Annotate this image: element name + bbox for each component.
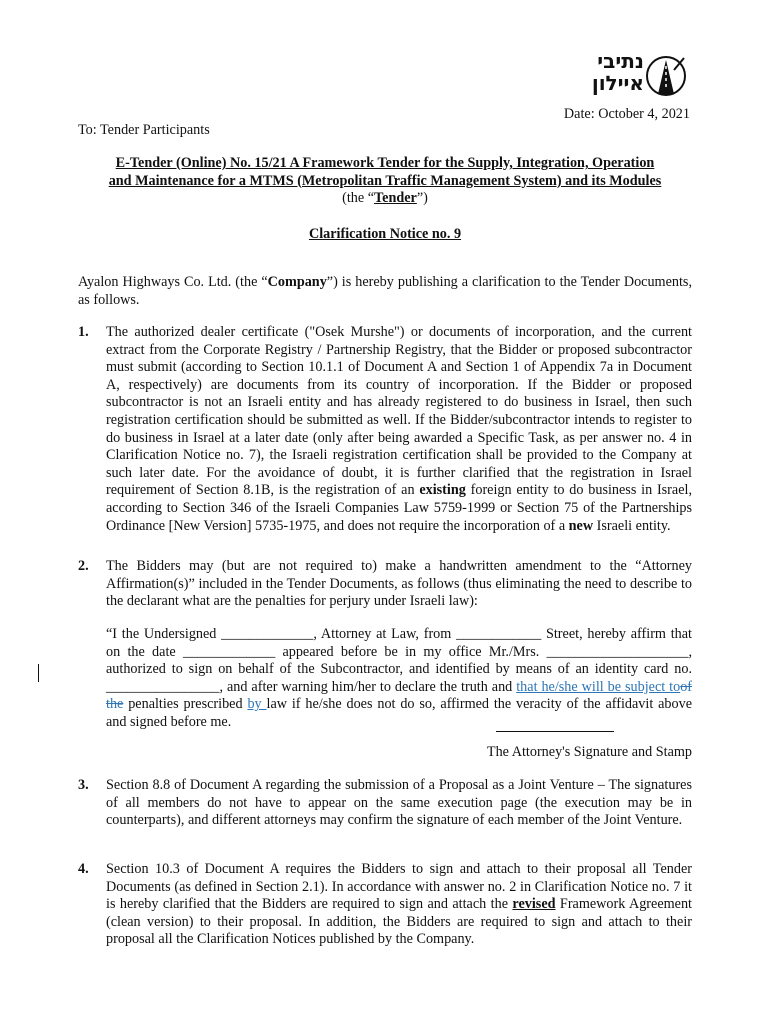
clause-4 xyxy=(78,861,692,949)
logo-wordmark xyxy=(592,50,644,94)
signature-line xyxy=(496,731,614,732)
clause-1-bold-existing: existing xyxy=(419,482,466,499)
tracked-insertion: by xyxy=(247,696,267,713)
title-defined-term: Tender xyxy=(374,190,417,206)
logo-line-2: איילון xyxy=(591,71,644,95)
document-date: Date: October 4, 2021 xyxy=(563,106,690,122)
clause-number: 4. xyxy=(78,861,89,877)
clause-1-part-2: foreign entity to do business in Israel, according to Section 346 of the Israeli Companies Law 5759-1999 or Section 75 of the Partnerships Ordinance [New Version] 5735-1975, and does not require the incorporation of a xyxy=(106,482,692,534)
logo-road-icon xyxy=(644,52,690,100)
clause-1-part-3: Israeli entity. xyxy=(593,517,671,534)
title-paren-close: ”) xyxy=(416,190,428,206)
clause-1 xyxy=(78,324,692,535)
clause-text: Section 8.8 of Document A regarding the submission of a Proposal as a Joint Venture – The signatures of all members do not have to appear on the same execution page (the execution may be in counterparts), and different attorneys may confirm the signature of each member of the Joint Venture. xyxy=(106,777,692,829)
attorney-affirmation-text xyxy=(106,626,692,732)
clause-1-part-1: The authorized dealer certificate ("Osek Murshe") or documents of incorporation, and the current extract from the Corporate Registry / Partnership Registry, that the Bidder or proposed subcontractor must submit (according to Section 10.1.1 of Document A and Section 1 of Appendix 7a in Document A, respectively) are documents from its country of incorporation. If the Bidder or proposed subcontractor is not an Israeli entity and has already registered to do business in Israel, then such registration certification should be submitted as well. If the Bidder/subcontractor intends to register to do business in Israel at a later date (only after being awarded a Specific Task, as per answer no. 4 in Clarification Notice no. 7), the Israeli registration certification shall be provided to the Company at such later date. For the avoidance of doubt, it is further clarified that the registration in Israel requirement of Section 8.1B, is the registration of an xyxy=(106,324,692,499)
company-logo xyxy=(566,50,690,102)
notice-heading: Clarification Notice no. 9 xyxy=(308,226,462,242)
title-line-3 xyxy=(70,190,700,208)
change-bar xyxy=(38,664,39,682)
title-paren-open: (the “ xyxy=(342,190,375,206)
clause-number: 2. xyxy=(78,558,89,574)
intro-paragraph xyxy=(78,274,692,309)
clause-4-part-2: Framework Agreement (clean version) to their proposal. In addition, the Bidders are required to sign and attach to their proposal all the Clarification Notices published by the Company. xyxy=(106,896,692,948)
title-line-2: and Maintenance for a MTMS (Metropolitan Traffic Management System) and its Modules xyxy=(108,172,662,189)
title-line-1: E-Tender (Online) No. 15/21 A Framework Tender for the Supply, Integration, Operation xyxy=(115,155,655,171)
affirmation-part-1: “I the Undersigned _____________, Attorney at Law, from ____________ Street, hereby affirm that on the date _____________ appeared before be in my office Mr./Mrs. ____________________, authorized to sign on behalf of the Subcontractor, and identified by means of an identity card no. ________________, and after warning him/her to declare the truth and xyxy=(106,626,692,695)
clause-number: 1. xyxy=(78,324,89,340)
clause-text xyxy=(106,861,692,949)
clause-number: 3. xyxy=(78,777,89,793)
logo-line-1: נתיבי xyxy=(597,49,644,73)
tracked-insertion: that he/she will be subject to xyxy=(516,678,681,695)
clause-text xyxy=(106,324,692,535)
clause-1-bold-new: new xyxy=(568,517,594,534)
intro-pre: Ayalon Highways Co. Ltd. (the “ xyxy=(78,274,268,290)
clause-4-part-1: Section 10.3 of Document A requires the Bidders to sign and attach to their proposal all Tender Documents (as defined in Section 2.1). In accordance with answer no. 2 in Clarification Notice no. 7 it is hereby clarified that the Bidders are required to sign and attach the xyxy=(106,861,692,913)
affirmation-part-2: penalties prescribed xyxy=(123,696,248,713)
signature-caption: The Attorney's Signature and Stamp xyxy=(486,744,692,760)
clause-2 xyxy=(78,558,692,611)
affirmation-part-3: law if he/she does not do so, affirmed the veracity of the affidavit above and signed before me. xyxy=(106,696,693,730)
recipient-line: To: Tender Participants xyxy=(78,122,210,138)
intro-defined-term: Company xyxy=(267,274,327,290)
tender-title xyxy=(70,155,700,208)
intro-post: ”) is hereby publishing a clarification to the Tender Documents, as follows. xyxy=(78,274,692,308)
clause-text: The Bidders may (but are not required to) make a handwritten amendment to the “Attorney Affirmation(s)” included in the Tender Documents, as follows (thus eliminating the need to describe to the declarant what are the penalties for perjury under Israeli law): xyxy=(106,558,692,610)
clause-3 xyxy=(78,777,692,830)
clause-4-bold-revised: revised xyxy=(512,896,556,913)
tracked-deletion: of the xyxy=(106,678,693,713)
